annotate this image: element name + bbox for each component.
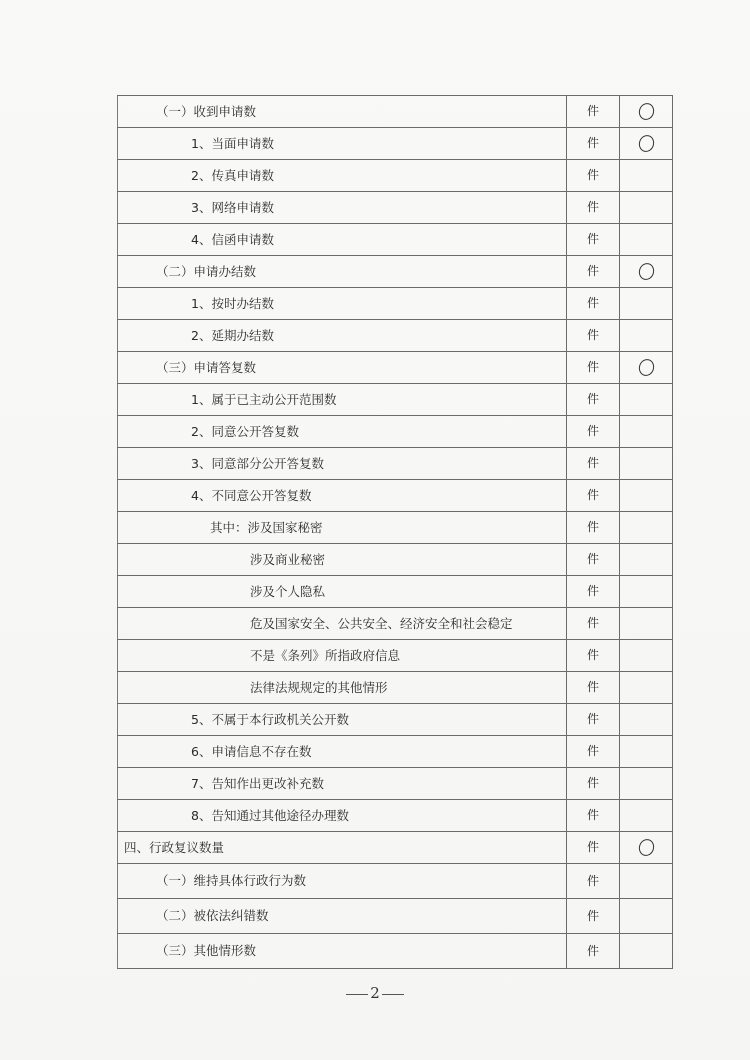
row-label: 危及国家安全、公共安全、经济安全和社会稳定 bbox=[118, 608, 567, 640]
row-unit: 件 bbox=[567, 352, 620, 384]
table-row bbox=[118, 704, 673, 736]
table-row bbox=[118, 672, 673, 704]
row-label: 不是《条列》所指政府信息 bbox=[118, 640, 567, 672]
row-label: 涉及个人隐私 bbox=[118, 576, 567, 608]
table-row bbox=[118, 160, 673, 192]
row-value bbox=[620, 448, 673, 480]
row-unit: 件 bbox=[567, 192, 620, 224]
row-value bbox=[620, 160, 673, 192]
table-row bbox=[118, 736, 673, 768]
row-unit: 件 bbox=[567, 672, 620, 704]
row-value bbox=[620, 96, 673, 128]
row-label: （一）维持具体行政行为数 bbox=[118, 864, 567, 899]
table-row bbox=[118, 934, 673, 969]
row-unit: 件 bbox=[567, 160, 620, 192]
row-label: 3、网络申请数 bbox=[118, 192, 567, 224]
row-value bbox=[620, 384, 673, 416]
table-row bbox=[118, 640, 673, 672]
row-value bbox=[620, 416, 673, 448]
row-unit: 件 bbox=[567, 736, 620, 768]
row-label: （一）收到申请数 bbox=[118, 96, 567, 128]
row-unit: 件 bbox=[567, 934, 620, 969]
table-row bbox=[118, 192, 673, 224]
table-row bbox=[118, 608, 673, 640]
row-label: 4、不同意公开答复数 bbox=[118, 480, 567, 512]
row-value bbox=[620, 864, 673, 899]
row-unit: 件 bbox=[567, 768, 620, 800]
row-label: （三）其他情形数 bbox=[118, 934, 567, 969]
row-label: 1、当面申请数 bbox=[118, 128, 567, 160]
row-value bbox=[620, 704, 673, 736]
page-number: 2 bbox=[370, 984, 380, 1002]
row-unit: 件 bbox=[567, 832, 620, 864]
row-label: 3、同意部分公开答复数 bbox=[118, 448, 567, 480]
row-unit: 件 bbox=[567, 320, 620, 352]
row-unit: 件 bbox=[567, 448, 620, 480]
row-value bbox=[620, 736, 673, 768]
row-unit: 件 bbox=[567, 704, 620, 736]
table-row bbox=[118, 448, 673, 480]
table-row bbox=[118, 512, 673, 544]
row-value bbox=[620, 288, 673, 320]
row-value bbox=[620, 934, 673, 969]
row-label: 6、申请信息不存在数 bbox=[118, 736, 567, 768]
table-row bbox=[118, 352, 673, 384]
row-unit: 件 bbox=[567, 288, 620, 320]
row-unit: 件 bbox=[567, 224, 620, 256]
table-row bbox=[118, 899, 673, 934]
table-row bbox=[118, 832, 673, 864]
row-value bbox=[620, 224, 673, 256]
row-label: 1、按时办结数 bbox=[118, 288, 567, 320]
row-unit: 件 bbox=[567, 608, 620, 640]
row-unit: 件 bbox=[567, 480, 620, 512]
row-value bbox=[620, 544, 673, 576]
row-unit: 件 bbox=[567, 416, 620, 448]
row-value bbox=[620, 640, 673, 672]
row-label: 5、不属于本行政机关公开数 bbox=[118, 704, 567, 736]
table-row bbox=[118, 96, 673, 128]
row-value bbox=[620, 128, 673, 160]
row-label: （三）申请答复数 bbox=[118, 352, 567, 384]
handwritten-zero-mark bbox=[636, 837, 656, 858]
row-unit: 件 bbox=[567, 640, 620, 672]
table-row bbox=[118, 224, 673, 256]
statistics-table bbox=[117, 95, 673, 969]
handwritten-zero-mark bbox=[636, 101, 656, 122]
row-unit: 件 bbox=[567, 899, 620, 934]
statistics-table-container bbox=[117, 95, 633, 967]
row-label: 4、信函申请数 bbox=[118, 224, 567, 256]
row-label: 1、属于已主动公开范围数 bbox=[118, 384, 567, 416]
table-row bbox=[118, 128, 673, 160]
row-label: 法律法规规定的其他情形 bbox=[118, 672, 567, 704]
table-row bbox=[118, 256, 673, 288]
table-row bbox=[118, 320, 673, 352]
table-row bbox=[118, 768, 673, 800]
row-unit: 件 bbox=[567, 576, 620, 608]
row-unit: 件 bbox=[567, 256, 620, 288]
table-row bbox=[118, 800, 673, 832]
footer-dash-left bbox=[346, 994, 368, 995]
row-unit: 件 bbox=[567, 512, 620, 544]
row-value bbox=[620, 320, 673, 352]
footer-dash-right bbox=[382, 994, 404, 995]
row-value bbox=[620, 768, 673, 800]
row-label: 2、延期办结数 bbox=[118, 320, 567, 352]
table-row bbox=[118, 864, 673, 899]
row-unit: 件 bbox=[567, 864, 620, 899]
table-row bbox=[118, 384, 673, 416]
table-row bbox=[118, 480, 673, 512]
row-value bbox=[620, 576, 673, 608]
row-value bbox=[620, 608, 673, 640]
row-unit: 件 bbox=[567, 96, 620, 128]
table-row bbox=[118, 288, 673, 320]
handwritten-zero-mark bbox=[636, 133, 656, 154]
handwritten-zero-mark bbox=[636, 357, 656, 378]
row-label: （二）申请办结数 bbox=[118, 256, 567, 288]
row-label: 8、告知通过其他途径办理数 bbox=[118, 800, 567, 832]
row-value bbox=[620, 800, 673, 832]
row-value bbox=[620, 192, 673, 224]
row-label: 2、同意公开答复数 bbox=[118, 416, 567, 448]
row-unit: 件 bbox=[567, 800, 620, 832]
row-value bbox=[620, 256, 673, 288]
row-value bbox=[620, 672, 673, 704]
table-row bbox=[118, 416, 673, 448]
row-label: 四、行政复议数量 bbox=[118, 832, 567, 864]
row-label: 7、告知作出更改补充数 bbox=[118, 768, 567, 800]
row-label: 2、传真申请数 bbox=[118, 160, 567, 192]
row-unit: 件 bbox=[567, 384, 620, 416]
row-value bbox=[620, 352, 673, 384]
row-value bbox=[620, 899, 673, 934]
row-unit: 件 bbox=[567, 544, 620, 576]
row-label: （二）被依法纠错数 bbox=[118, 899, 567, 934]
row-value bbox=[620, 832, 673, 864]
row-unit: 件 bbox=[567, 128, 620, 160]
row-label: 涉及商业秘密 bbox=[118, 544, 567, 576]
page-footer bbox=[0, 984, 750, 1002]
table-row bbox=[118, 576, 673, 608]
row-value bbox=[620, 512, 673, 544]
row-value bbox=[620, 480, 673, 512]
table-row bbox=[118, 544, 673, 576]
handwritten-zero-mark bbox=[636, 261, 656, 282]
row-label: 其中：涉及国家秘密 bbox=[118, 512, 567, 544]
